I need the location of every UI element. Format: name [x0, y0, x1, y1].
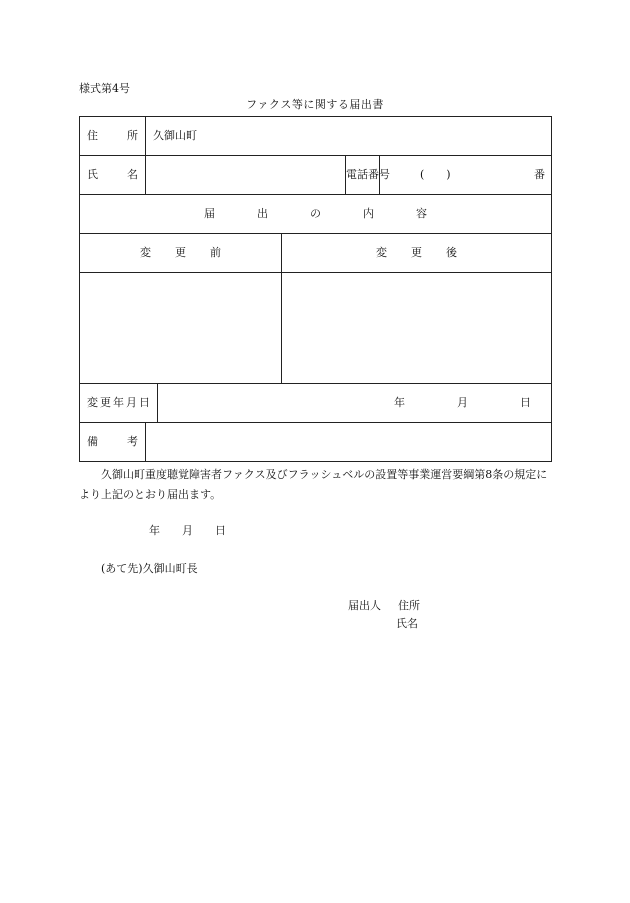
phone-label — [346, 156, 390, 195]
remarks-label-char: 備 — [87, 435, 98, 448]
phone-label-text: 電話番号 — [346, 168, 390, 181]
phone-area-code-parens: ( ) — [420, 168, 451, 181]
submission-date-day: 日 — [215, 524, 226, 537]
after-header-char: 変 — [376, 246, 388, 259]
after-header-char: 更 — [411, 246, 423, 259]
after-header-char: 後 — [446, 246, 458, 259]
phone-suffix: 番 — [534, 168, 546, 181]
applicant-line — [348, 599, 420, 613]
change-date-label: 変更年月日 — [80, 384, 158, 423]
remarks-row — [80, 423, 552, 462]
addressee: (あて先)久御山町長 — [101, 562, 198, 575]
content-header-char: 出 — [257, 207, 269, 220]
after-content-field[interactable] — [282, 273, 552, 384]
submission-date — [149, 524, 226, 538]
change-date-row — [80, 384, 552, 423]
before-header-char: 前 — [210, 246, 221, 259]
name-field[interactable] — [146, 156, 346, 195]
document-title: ファクス等に関する届出書 — [246, 98, 384, 111]
change-date-day: 日 — [520, 396, 532, 409]
address-label-char: 住 — [87, 129, 98, 142]
phone-field[interactable] — [380, 156, 552, 195]
form-number: 様式第4号 — [79, 82, 130, 95]
change-date-field[interactable] — [158, 384, 552, 423]
address-field[interactable]: 久御山町 — [146, 117, 552, 156]
address-label-char: 所 — [127, 129, 138, 142]
change-date-month: 月 — [457, 396, 469, 409]
before-header-char: 変 — [140, 246, 151, 259]
content-header-char: 容 — [416, 207, 428, 220]
content-header-cell — [80, 195, 552, 234]
before-header-cell — [80, 234, 282, 273]
applicant-address-label: 住所 — [398, 599, 420, 612]
name-label-char: 氏 — [87, 168, 98, 181]
remarks-label-cell — [80, 423, 146, 462]
name-label-char: 名 — [127, 168, 138, 181]
declaration-text: 久御山町重度聴覚障害者ファクス及びフラッシュベルの設置等事業運営要綱第8条の規定により上記のとおり届出ます。 — [79, 468, 548, 501]
change-date-year: 年 — [394, 396, 406, 409]
remarks-field[interactable] — [146, 423, 552, 462]
before-after-header-row — [80, 234, 552, 273]
content-header-char: の — [310, 207, 322, 220]
content-header-char: 内 — [363, 207, 375, 220]
name-label-cell — [80, 156, 146, 195]
applicant-name-label: 氏名 — [396, 617, 418, 630]
before-header-char: 更 — [175, 246, 186, 259]
submission-date-month: 月 — [182, 524, 193, 537]
applicant-label: 届出人 — [348, 599, 381, 612]
remarks-label-char: 考 — [127, 435, 138, 448]
content-header-char: 届 — [204, 207, 216, 220]
content-header-row — [80, 195, 552, 234]
address-label-cell — [80, 117, 146, 156]
name-row — [80, 156, 552, 195]
notification-form-table — [79, 116, 552, 462]
submission-date-year: 年 — [149, 524, 160, 537]
change-content-row — [80, 273, 552, 384]
before-content-field[interactable] — [80, 273, 282, 384]
address-row — [80, 117, 552, 156]
after-header-cell — [282, 234, 552, 273]
